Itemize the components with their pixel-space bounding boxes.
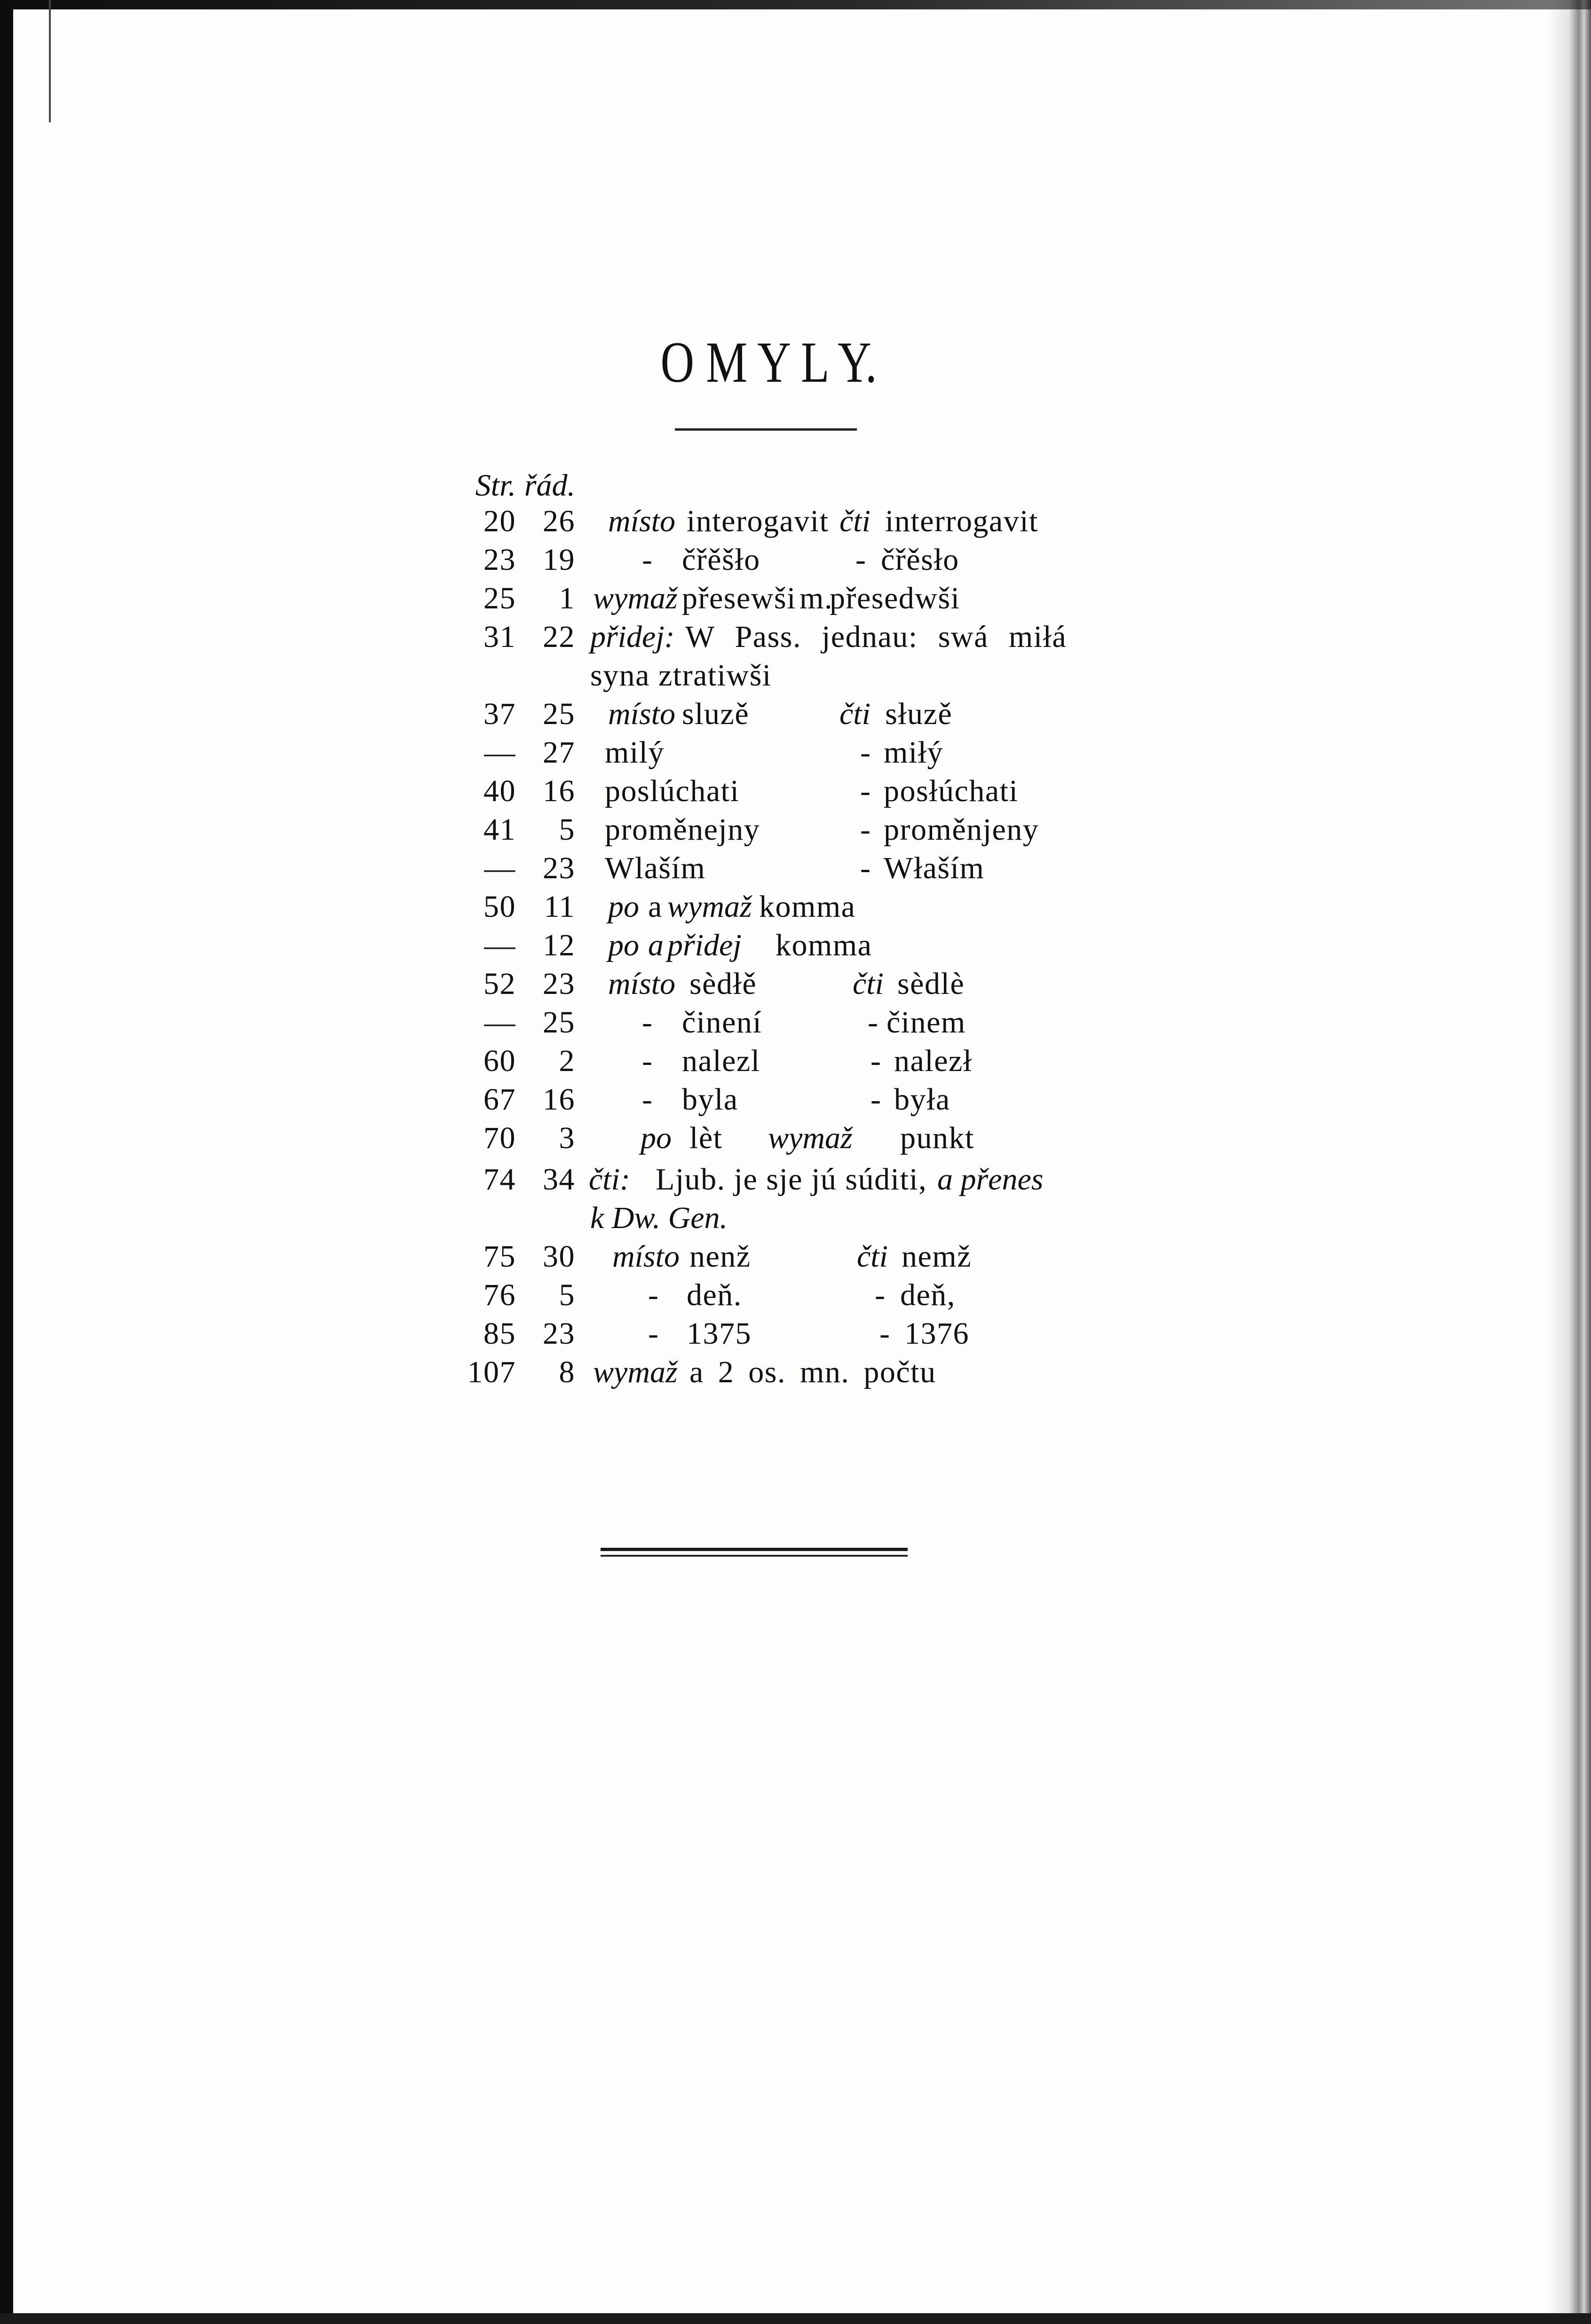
line-number: 22 — [543, 620, 575, 654]
correct-reading: proměnjeny — [884, 812, 1039, 847]
instruction-word: k Dw. Gen. — [590, 1201, 728, 1235]
errata-row — [0, 1357, 1591, 1395]
line-number: 27 — [543, 735, 575, 770]
line-number: 2 — [559, 1044, 575, 1078]
errata-row — [0, 1164, 1591, 1203]
correction-text: W Pass. jednau: swá miłá — [685, 620, 1067, 654]
wrong-reading: nalezl — [682, 1044, 760, 1078]
errata-row — [0, 1280, 1591, 1318]
line-number: 23 — [543, 851, 575, 885]
instruction-word: wymaž — [593, 581, 678, 615]
errata-row — [0, 544, 1591, 583]
instruction-word: a — [648, 928, 664, 962]
instruction-word: a přenes — [937, 1162, 1044, 1197]
page-number: 75 — [483, 1239, 516, 1274]
page-number: 37 — [483, 697, 516, 731]
ditto-mark: - — [860, 774, 871, 808]
page-number: 40 — [483, 774, 516, 808]
line-number: 1 — [559, 581, 575, 615]
instruction-word: po — [608, 928, 639, 962]
line-number: 25 — [543, 697, 575, 731]
wrong-reading: poslúchati — [605, 774, 740, 808]
errata-row-continuation — [0, 1203, 1591, 1241]
errata-row — [0, 930, 1591, 969]
line-column-label: řád. — [524, 468, 575, 503]
correct-reading: 1376 — [904, 1316, 969, 1351]
title-rule — [675, 428, 857, 431]
line-number: 34 — [543, 1162, 575, 1197]
scan-edge-top — [0, 0, 1591, 9]
ditto-mark: - — [642, 1082, 653, 1117]
wrong-reading: interogavit — [687, 504, 829, 538]
page-number: — — [484, 928, 516, 962]
errata-row — [0, 1007, 1591, 1046]
correct-reading: činem — [887, 1005, 966, 1040]
wrong-reading: čřěšło — [682, 543, 760, 577]
correction-text: m. — [799, 581, 833, 615]
instruction-word: přidej — [667, 928, 742, 962]
page-number: 31 — [483, 620, 516, 654]
wrong-reading: 1375 — [687, 1316, 752, 1351]
line-number: 3 — [559, 1121, 575, 1155]
page-number: 25 — [483, 581, 516, 615]
wrong-reading: činení — [682, 1005, 762, 1040]
instruction-word: čti: — [589, 1162, 630, 1197]
line-number: 30 — [543, 1239, 575, 1274]
line-number: 26 — [543, 504, 575, 538]
ditto-mark: - — [879, 1316, 891, 1351]
correct-reading: Właším — [884, 851, 985, 885]
ditto-mark: - — [871, 1044, 882, 1078]
instruction-word: čti — [857, 1239, 888, 1274]
page-number: 76 — [483, 1278, 516, 1312]
correction-text: punkt — [900, 1121, 974, 1155]
errata-row — [0, 1123, 1591, 1161]
ditto-mark: - — [855, 543, 867, 577]
errata-row — [0, 622, 1591, 660]
correct-reading: nemž — [902, 1239, 972, 1274]
page-column-label: Str. — [475, 468, 516, 503]
wrong-reading: proměnejny — [605, 812, 760, 847]
ditto-mark: - — [860, 735, 871, 770]
errata-row — [0, 1318, 1591, 1357]
errata-row — [0, 699, 1591, 737]
instruction-word: místo — [608, 504, 676, 538]
correct-reading: deň, — [900, 1278, 956, 1312]
end-rule-thick — [601, 1548, 908, 1551]
wrong-reading: milý — [605, 735, 665, 770]
correction-text: přesedwši — [830, 581, 960, 615]
errata-row — [0, 969, 1591, 1007]
end-rule-thin — [601, 1555, 908, 1557]
errata-row — [0, 1084, 1591, 1123]
page-number: 85 — [483, 1316, 516, 1351]
line-number: 19 — [543, 543, 575, 577]
correction-text: a — [648, 890, 663, 924]
instruction-word: přidej: — [590, 620, 675, 654]
page-number: — — [484, 1005, 516, 1040]
correct-reading: interrogavit — [885, 504, 1038, 538]
errata-row — [0, 1241, 1591, 1280]
line-number: 16 — [543, 1082, 575, 1117]
ditto-mark: - — [642, 1005, 653, 1040]
line-number: 5 — [559, 812, 575, 847]
errata-row-continuation — [0, 660, 1591, 699]
page-number: 41 — [483, 812, 516, 847]
scan-edge-right — [1547, 0, 1591, 2324]
instruction-word: místo — [608, 967, 676, 1001]
wrong-reading: Wlaším — [605, 851, 706, 885]
line-number: 23 — [543, 967, 575, 1001]
errata-row — [0, 814, 1591, 853]
correction-text: syna ztratiwši — [590, 658, 772, 693]
errata-row — [0, 737, 1591, 776]
page-number: 52 — [483, 967, 516, 1001]
wrong-reading: deň. — [687, 1278, 742, 1312]
wrong-reading: nenž — [689, 1239, 751, 1274]
instruction-word: wymaž — [593, 1355, 678, 1389]
ditto-mark: - — [648, 1278, 659, 1312]
ditto-mark: - — [642, 543, 653, 577]
ditto-mark: - — [871, 1082, 882, 1117]
page-number: 107 — [467, 1355, 516, 1389]
page-number: — — [484, 735, 516, 770]
correct-reading: sèdlè — [897, 967, 965, 1001]
page-title: O M Y L Y. — [660, 330, 878, 394]
instruction-word: čti — [839, 504, 871, 538]
correction-text: a 2 os. mn. počtu — [689, 1355, 936, 1389]
correct-reading: słuzě — [885, 697, 953, 731]
instruction-word: čti — [853, 967, 884, 1001]
errata-row — [0, 776, 1591, 814]
correct-reading: miłý — [884, 735, 944, 770]
ditto-mark: - — [868, 1005, 879, 1040]
line-number: 25 — [543, 1005, 575, 1040]
instruction-word: po — [608, 890, 639, 924]
instruction-word: po — [641, 1121, 672, 1155]
correct-reading: nalezł — [894, 1044, 973, 1078]
page-number: 74 — [483, 1162, 516, 1197]
correct-reading: posłúchati — [884, 774, 1019, 808]
instruction-word: místo — [608, 697, 676, 731]
instruction-word: čti — [839, 697, 871, 731]
correction-text: Ljub. je sje jú súditi, — [656, 1162, 927, 1197]
ditto-mark: - — [875, 1278, 886, 1312]
instruction-word: místo — [612, 1239, 680, 1274]
wrong-reading: sluzě — [682, 697, 750, 731]
wrong-reading: sèdłě — [689, 967, 757, 1001]
page-number: 50 — [483, 890, 516, 924]
instruction-word: wymaž — [768, 1121, 853, 1155]
correct-reading: čřěsło — [881, 543, 959, 577]
line-number: 8 — [559, 1355, 575, 1389]
page-number: 70 — [483, 1121, 516, 1155]
errata-row — [0, 891, 1591, 930]
scan-edge-bottom — [0, 2313, 1591, 2324]
errata-row — [0, 853, 1591, 891]
line-number: 12 — [543, 928, 575, 962]
page-number: 23 — [483, 543, 516, 577]
wrong-reading: byla — [682, 1082, 738, 1117]
scan-edge-left — [0, 0, 13, 2324]
page-number: 67 — [483, 1082, 516, 1117]
line-number: 11 — [544, 890, 575, 924]
line-number: 5 — [559, 1278, 575, 1312]
title-block — [534, 330, 1004, 394]
ditto-mark: - — [642, 1044, 653, 1078]
line-number: 23 — [543, 1316, 575, 1351]
page-number: — — [484, 851, 516, 885]
correct-reading: była — [894, 1082, 950, 1117]
line-number: 16 — [543, 774, 575, 808]
scan-edge-left-line — [49, 0, 51, 122]
page-number: 20 — [483, 504, 516, 538]
correction-text: komma — [776, 928, 872, 962]
instruction-word: wymaž — [667, 890, 752, 924]
ditto-mark: - — [860, 812, 871, 847]
correction-text: lèt — [689, 1121, 723, 1155]
ditto-mark: - — [648, 1316, 659, 1351]
errata-row — [0, 506, 1591, 544]
page-number: 60 — [483, 1044, 516, 1078]
correction-text: komma — [759, 890, 856, 924]
errata-row — [0, 1046, 1591, 1084]
errata-header — [0, 470, 1591, 509]
errata-row — [0, 583, 1591, 622]
correction-text: přesewši — [682, 581, 796, 615]
ditto-mark: - — [860, 851, 871, 885]
